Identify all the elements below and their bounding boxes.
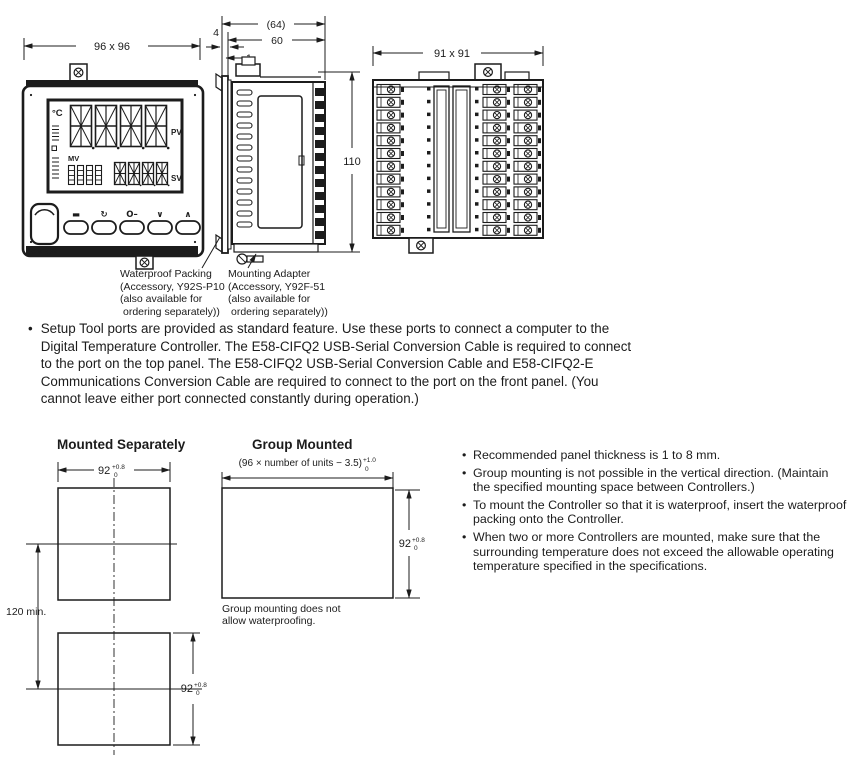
bullet: • xyxy=(28,321,33,336)
cutout-height-tol-plus: +0.8 xyxy=(194,682,207,689)
mounted-separately-title: Mounted Separately xyxy=(57,437,186,452)
setup-tool-note-text: Setup Tool ports are provided as standard feature. Use these ports to connect a computer to the Digital Temperature Controller. The E58-CIFQ2 USB-Serial Conversion Cable is required to connect to the port on the top panel. The E58-CIFQ2 USB-Serial Conversion Cable and E58-CIFQ2-E Communications Conversion Cable are required to connect to the port on the front panel. (You cannot leave either port connected constantly during operation.) xyxy=(40,321,632,407)
screw-icon xyxy=(417,241,426,250)
group-width-formula: (96 × number of units − 3.5) xyxy=(238,458,362,469)
down-key-icon: ∨ xyxy=(156,210,164,220)
panel-cutout-diagrams xyxy=(0,452,460,772)
callout-line: ordering separately)) xyxy=(123,305,220,318)
callout-line: ordering separately)) xyxy=(231,305,328,318)
height-dimension: 110 xyxy=(343,156,361,168)
mounting-notes-list xyxy=(462,448,848,577)
cutout-height-value: 92 xyxy=(180,683,193,695)
group-cutout-height-tol-plus: +0.8 xyxy=(412,537,425,544)
front-bezel-side xyxy=(222,76,228,253)
group-cutout-height-tol-minus: 0 xyxy=(414,545,418,552)
up-key-icon: ∧ xyxy=(184,210,192,220)
brand-logo: OMRON xyxy=(31,249,58,256)
sv-label: SV xyxy=(171,174,182,183)
group-mounted-title: Group Mounted xyxy=(252,437,353,452)
bezel-depth-dimension: 4 xyxy=(213,27,219,39)
mounting-note: • When two or more Controllers are mounted, make sure that the surrounding temperature does not exceed the allowable operating temperature specified in the specifications. xyxy=(462,530,848,574)
side-cover-door xyxy=(258,96,302,228)
model-label: E5AC xyxy=(176,249,195,256)
group-width-tol-plus: +1.0 xyxy=(363,457,376,464)
setup-tool-note xyxy=(28,320,636,408)
screw-icon xyxy=(484,68,493,77)
mounting-note: • Group mounting is not possible in the vertical direction. (Maintain the specified mounting space between Controllers.) xyxy=(462,466,848,495)
waterproof-packing-gasket xyxy=(228,80,231,249)
mode-key-icon: ↻ xyxy=(100,210,108,220)
group-caption-line1: Group mounting does not xyxy=(222,603,341,615)
waterproof-packing-callout xyxy=(120,268,225,318)
mounting-pitch-dimension: 120 min. xyxy=(6,606,47,618)
callout-line: Waterproof Packing xyxy=(120,268,212,280)
total-depth-dimension: (64) xyxy=(266,19,286,31)
mounting-note: • Recommended panel thickness is 1 to 8 mm. xyxy=(462,448,848,463)
mv-label: MV xyxy=(68,154,80,163)
level-key-icon: ▬ xyxy=(71,210,81,220)
screw-icon xyxy=(74,68,83,77)
case-depth-dimension: 60 xyxy=(271,35,283,47)
cutout-width-value: 92 xyxy=(98,465,111,477)
top-port-plug xyxy=(242,57,255,65)
temp-unit-indicator: °C xyxy=(52,108,63,119)
cutout-width-tol-plus: +0.8 xyxy=(112,464,125,471)
callout-line: Mounting Adapter xyxy=(228,268,311,280)
callout-line: (Accessory, Y92F-51 xyxy=(228,280,326,293)
front-face-dimension: 96 x 96 xyxy=(93,41,131,53)
group-caption-line2: allow waterproofing. xyxy=(222,615,316,627)
rear-view-diagram xyxy=(363,24,555,268)
mounting-note: • To mount the Controller so that it is waterproof, insert the waterproof packing onto the Controller. xyxy=(462,498,848,527)
group-width-tol-minus: 0 xyxy=(365,466,369,473)
mounting-adapter-callout xyxy=(228,268,338,318)
group-cutout-height-value: 92 xyxy=(398,538,411,550)
group-cutout-rect xyxy=(222,488,393,598)
cutout-width-tol-minus: 0 xyxy=(114,472,118,479)
callout-line: (also available for xyxy=(228,293,311,305)
level-key-button xyxy=(64,221,88,234)
shift-key-icon: O– xyxy=(126,210,138,220)
front-view-diagram xyxy=(18,8,208,270)
top-setup-port xyxy=(236,64,260,76)
callout-line: (Accessory, Y92S-P10 xyxy=(120,280,225,293)
rear-face-dimension: 91 x 91 xyxy=(433,48,471,60)
pv-label: PV xyxy=(171,128,182,137)
mode-key-button xyxy=(92,221,116,234)
cutout-height-tol-minus: 0 xyxy=(196,690,200,697)
callout-line: (also available for xyxy=(120,293,203,305)
